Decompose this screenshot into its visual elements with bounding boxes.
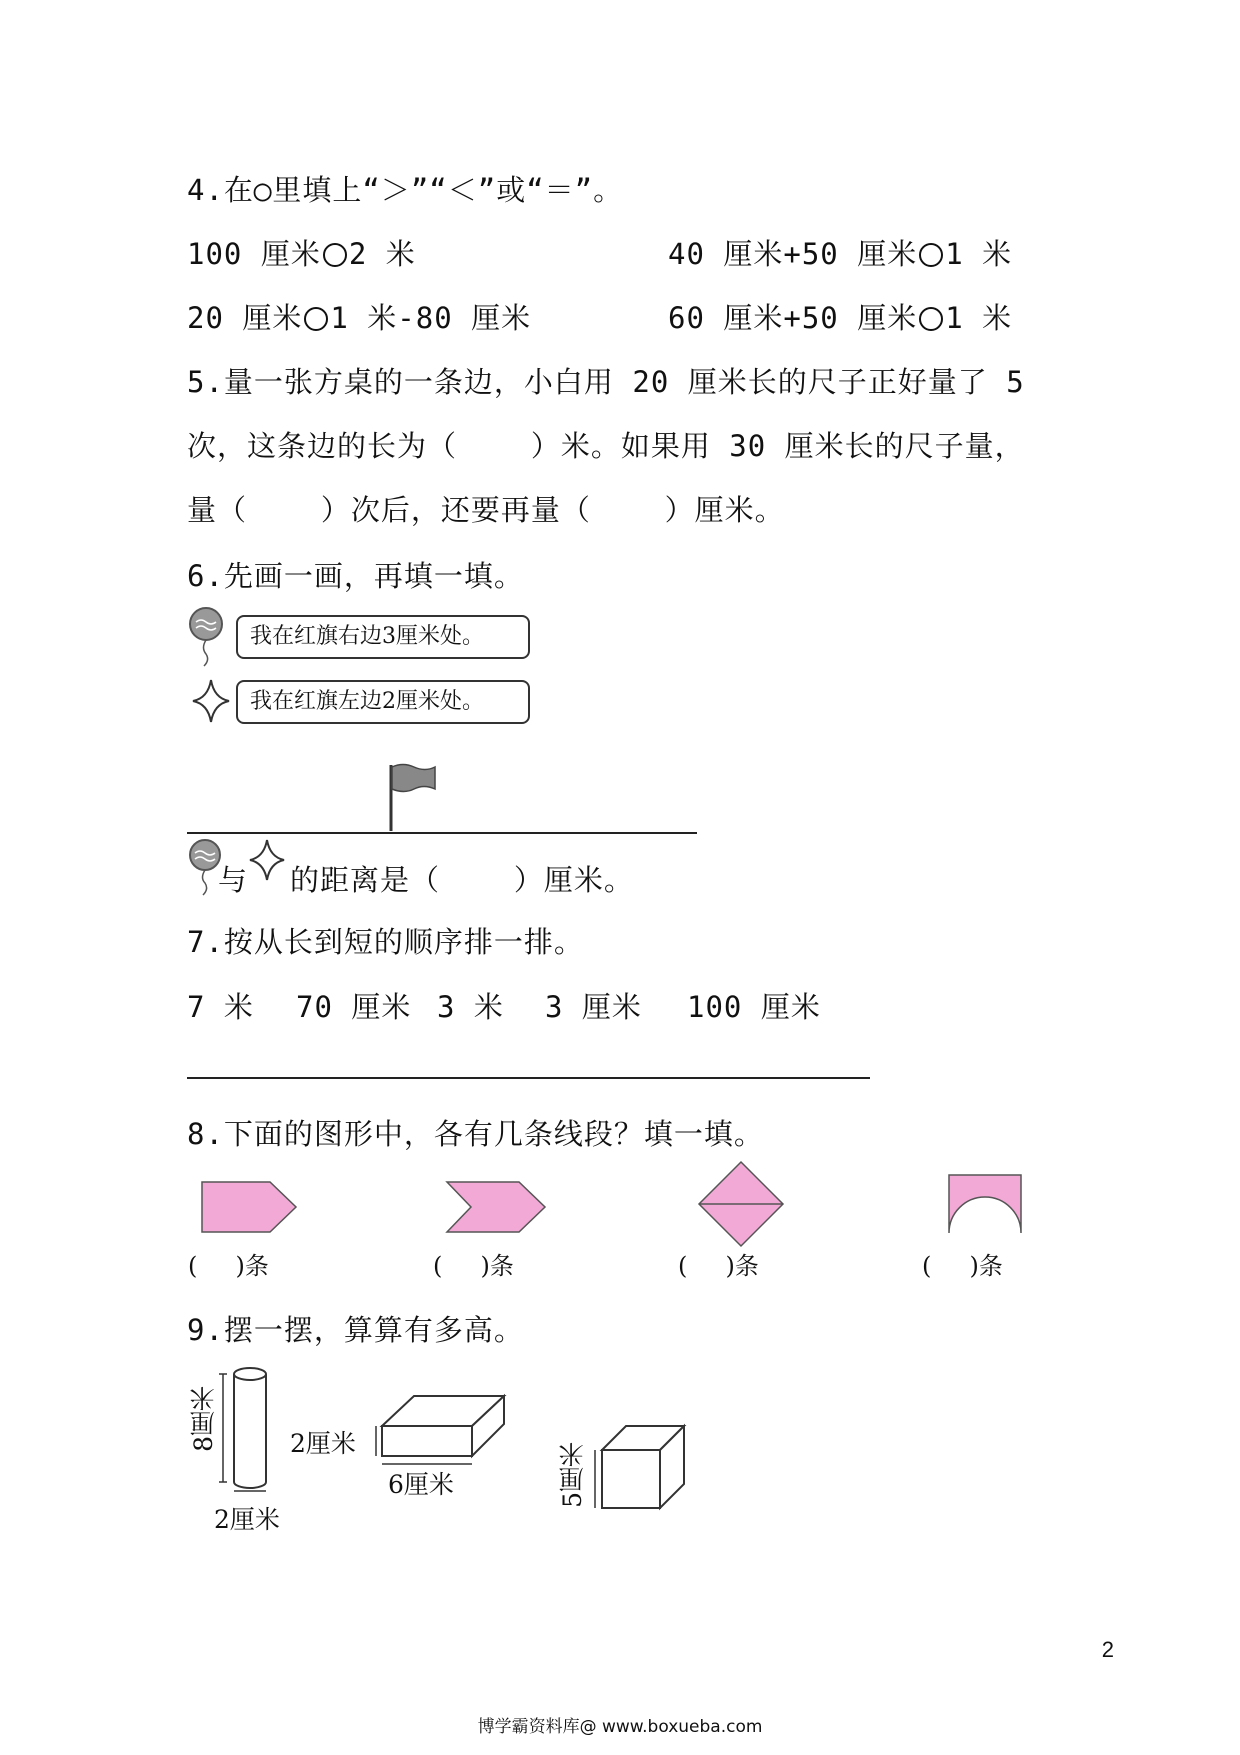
footer-watermark: 博学霸资料库@ www.boxueba.com bbox=[477, 1717, 763, 1737]
q7-title: 7.按从长到短的顺序排一排。 bbox=[187, 925, 584, 959]
compare-right: 1 米 bbox=[945, 301, 1013, 335]
compare-item-1 bbox=[187, 232, 416, 273]
q6-answer-post: 的距离是（ ）厘米。 bbox=[290, 863, 634, 897]
arch-shape bbox=[947, 1173, 1023, 1237]
answer-circle[interactable] bbox=[919, 307, 943, 331]
q6-answer-pre: 与 bbox=[218, 863, 249, 897]
pentagon-arrow-shape bbox=[200, 1180, 300, 1234]
compare-left: 20 厘米 bbox=[187, 301, 303, 335]
box-height-label: 2厘米 bbox=[290, 1429, 356, 1458]
length-item-3: 3 米 bbox=[437, 990, 504, 1024]
star-icon bbox=[191, 678, 231, 724]
cylinder-height-label: 8厘米 bbox=[189, 1386, 218, 1452]
compare-right: 1 米 bbox=[945, 237, 1013, 271]
compare-left: 100 厘米 bbox=[187, 237, 321, 271]
q4-title: 4.在◯里填上“＞”“＜”或“＝”。 bbox=[187, 173, 624, 207]
balloon-icon bbox=[188, 606, 228, 668]
compare-right: 2 米 bbox=[348, 237, 416, 271]
chevron-shape bbox=[445, 1180, 549, 1234]
answer-line[interactable] bbox=[187, 1077, 870, 1079]
segment-blank-4[interactable]: ( )条 bbox=[922, 1252, 1003, 1280]
box-figure bbox=[378, 1392, 510, 1466]
star-icon bbox=[248, 838, 286, 882]
diamond-shape bbox=[697, 1160, 785, 1250]
cube-height-label: 5厘米 bbox=[558, 1442, 587, 1508]
q8-title: 8.下面的图形中，各有几条线段？填一填。 bbox=[187, 1117, 764, 1151]
answer-circle[interactable] bbox=[304, 307, 328, 331]
speech-bubble-balloon: 我在红旗右边3厘米处。 bbox=[236, 615, 530, 659]
compare-item-2 bbox=[668, 232, 1012, 273]
answer-circle[interactable] bbox=[919, 243, 943, 267]
answer-circle[interactable] bbox=[323, 243, 347, 267]
q5-line-3: 量（ ）次后，还要再量（ ）厘米。 bbox=[187, 493, 785, 527]
box-width-label: 6厘米 bbox=[388, 1470, 454, 1499]
q9-title: 9.摆一摆，算算有多高。 bbox=[187, 1313, 524, 1347]
length-item-1: 7 米 bbox=[187, 990, 254, 1024]
compare-item-4 bbox=[668, 296, 1012, 337]
length-item-5: 100 厘米 bbox=[687, 990, 821, 1024]
speech-bubble-star: 我在红旗左边2厘米处。 bbox=[236, 680, 530, 724]
page-number: 2 bbox=[1101, 1637, 1114, 1662]
number-line bbox=[187, 832, 697, 834]
segment-blank-3[interactable]: ( )条 bbox=[678, 1252, 759, 1280]
compare-left: 60 厘米+50 厘米 bbox=[668, 301, 918, 335]
cube-figure bbox=[592, 1422, 688, 1512]
red-flag-icon bbox=[387, 763, 437, 833]
q5-line-2: 次，这条边的长为（ ）米。如果用 30 厘米长的尺子量， bbox=[187, 429, 1025, 463]
cylinder-figure bbox=[218, 1364, 270, 1494]
compare-item-3 bbox=[187, 296, 531, 337]
segment-blank-2[interactable]: ( )条 bbox=[433, 1252, 514, 1280]
length-item-4: 3 厘米 bbox=[545, 990, 642, 1024]
q6-title: 6.先画一画，再填一填。 bbox=[187, 559, 524, 593]
compare-left: 40 厘米+50 厘米 bbox=[668, 237, 918, 271]
compare-right: 1 米-80 厘米 bbox=[330, 301, 532, 335]
segment-blank-1[interactable]: ( )条 bbox=[188, 1252, 269, 1280]
q5-line-1: 5.量一张方桌的一条边，小白用 20 厘米长的尺子正好量了 5 bbox=[187, 365, 1025, 399]
length-item-2: 70 厘米 bbox=[296, 990, 412, 1024]
cylinder-width-label: 2厘米 bbox=[214, 1505, 280, 1534]
